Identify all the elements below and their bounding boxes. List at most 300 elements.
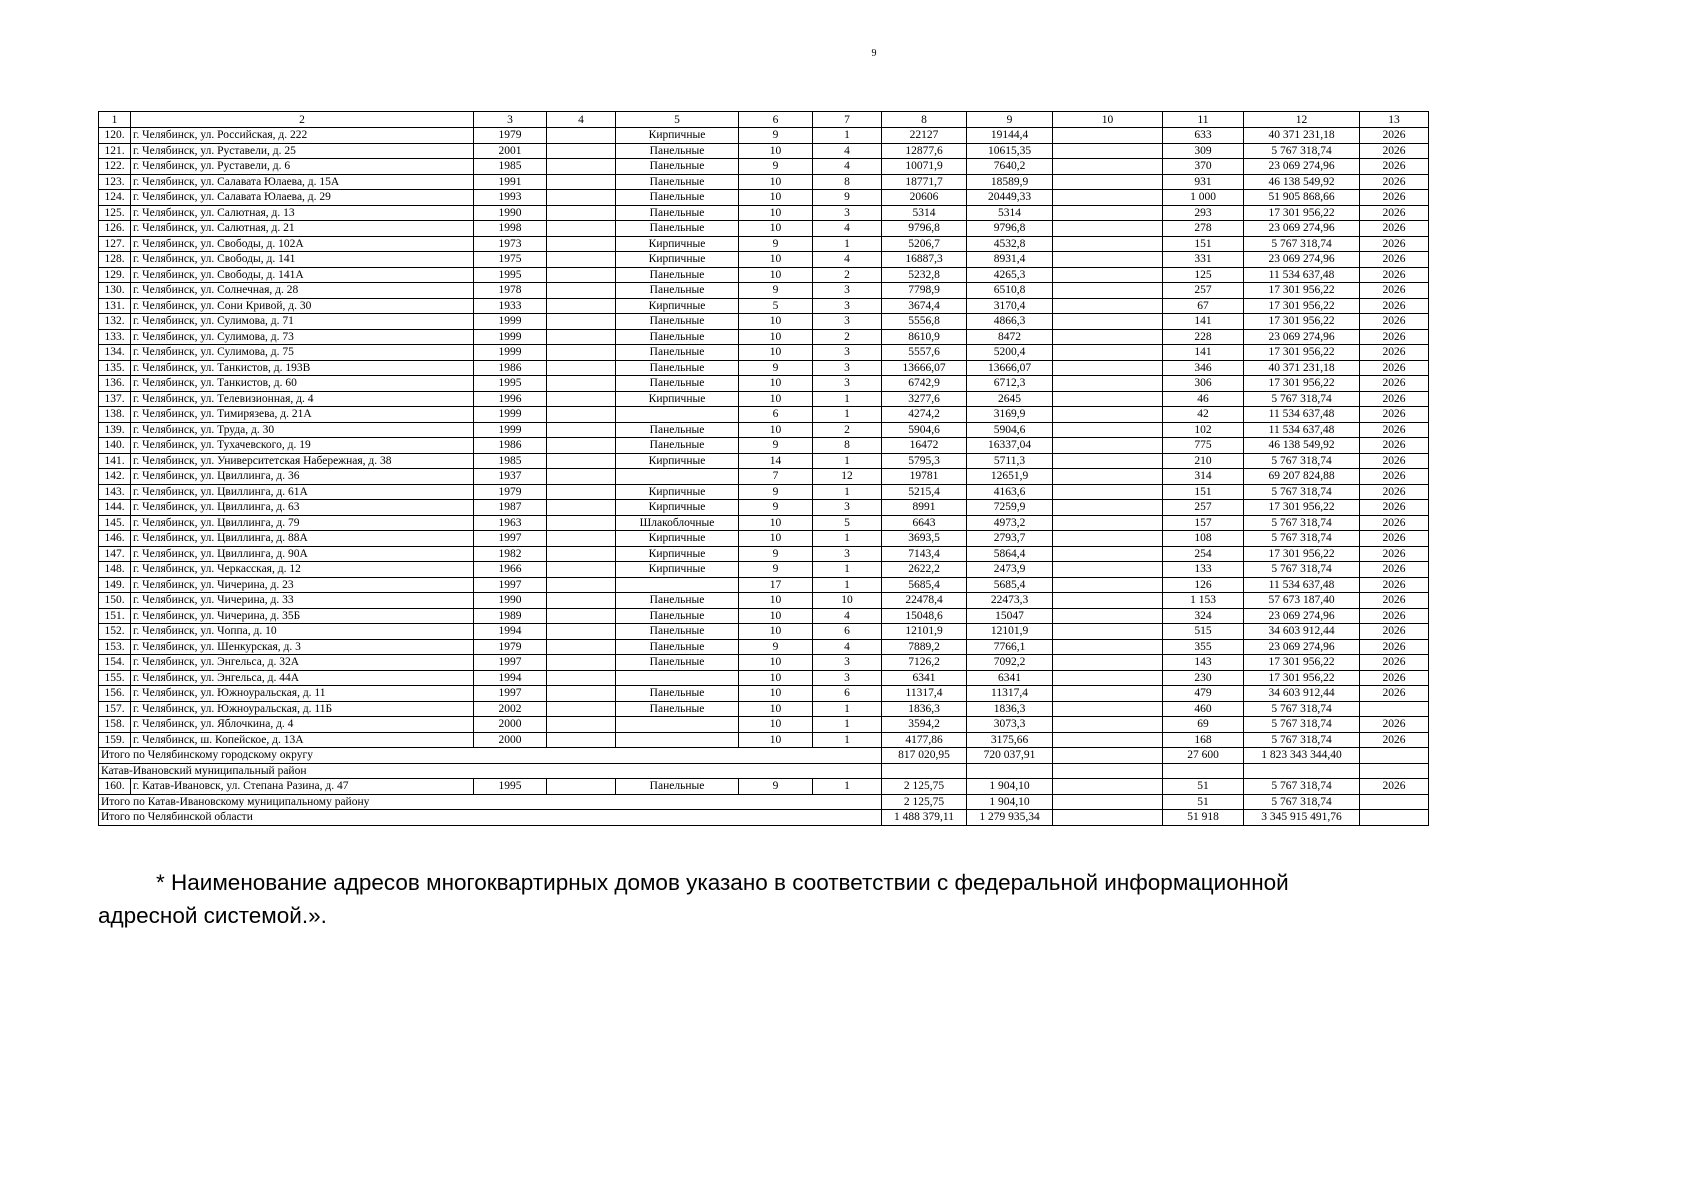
year-planned-cell: 2026 [1360, 190, 1429, 206]
row-number: 139. [99, 422, 131, 438]
cost-cell: 5 767 318,74 [1244, 717, 1360, 733]
col10-cell [1053, 407, 1163, 423]
residents-cell: 151 [1163, 236, 1244, 252]
year-planned-cell: 2026 [1360, 484, 1429, 500]
floors-cell: 10 [739, 329, 813, 345]
empty-cell [967, 763, 1053, 779]
wall-material-cell: Панельные [616, 593, 739, 609]
address-cell: г. Челябинск, ул. Цвиллинга, д. 90А [131, 546, 474, 562]
residents-cell: 314 [1163, 469, 1244, 485]
wall-material-cell [616, 577, 739, 593]
address-cell: г. Челябинск, ул. Яблочкина, д. 4 [131, 717, 474, 733]
floors-cell: 10 [739, 701, 813, 717]
floors-cell: 10 [739, 531, 813, 547]
total-area-cell: 22127 [882, 128, 967, 144]
floors-cell: 10 [739, 686, 813, 702]
year-cell: 2000 [474, 717, 547, 733]
cost-cell: 23 069 274,96 [1244, 221, 1360, 237]
row-number: 142. [99, 469, 131, 485]
floors-cell: 14 [739, 453, 813, 469]
entrances-cell: 1 [813, 577, 882, 593]
year-cell: 1997 [474, 577, 547, 593]
col10-cell [1053, 546, 1163, 562]
floors-cell: 10 [739, 252, 813, 268]
row-number: 126. [99, 221, 131, 237]
cost-cell: 17 301 956,22 [1244, 376, 1360, 392]
residents-cell: 151 [1163, 484, 1244, 500]
living-area-cell: 5685,4 [967, 577, 1053, 593]
year-cell: 1994 [474, 670, 547, 686]
address-cell: г. Челябинск, ул. Цвиллинга, д. 88А [131, 531, 474, 547]
address-cell: г. Челябинск, ул. Университетская Набережная, д. 38 [131, 453, 474, 469]
total-area-cell: 12877,6 [882, 143, 967, 159]
total-region-col12: 3 345 915 491,76 [1244, 810, 1360, 826]
wall-material-cell: Кирпичные [616, 453, 739, 469]
col4-cell [547, 484, 616, 500]
address-cell: г. Челябинск, ул. Танкистов, д. 193В [131, 360, 474, 376]
row-number: 144. [99, 500, 131, 516]
table-row [99, 562, 1429, 578]
floors-cell: 9 [739, 779, 813, 795]
cost-cell: 40 371 231,18 [1244, 128, 1360, 144]
address-cell: г. Челябинск, ул. Энгельса, д. 44А [131, 670, 474, 686]
table-row [99, 128, 1429, 144]
column-header: 7 [813, 112, 882, 128]
living-area-cell: 5314 [967, 205, 1053, 221]
address-cell: г. Челябинск, ул. Чичерина, д. 33 [131, 593, 474, 609]
year-cell: 1937 [474, 469, 547, 485]
wall-material-cell: Панельные [616, 314, 739, 330]
year-planned-cell: 2026 [1360, 391, 1429, 407]
address-cell: г. Челябинск, ул. Чичерина, д. 35Б [131, 608, 474, 624]
row-number: 136. [99, 376, 131, 392]
total-district-row [99, 794, 1429, 810]
residents-cell: 278 [1163, 221, 1244, 237]
year-cell: 1973 [474, 236, 547, 252]
total-district-col9: 1 904,10 [967, 794, 1053, 810]
table-row [99, 252, 1429, 268]
year-planned-cell: 2026 [1360, 593, 1429, 609]
wall-material-cell: Панельные [616, 329, 739, 345]
cost-cell: 11 534 637,48 [1244, 422, 1360, 438]
floors-cell: 9 [739, 500, 813, 516]
year-cell: 1975 [474, 252, 547, 268]
table-row [99, 732, 1429, 748]
year-planned-cell: 2026 [1360, 655, 1429, 671]
row-number: 149. [99, 577, 131, 593]
wall-material-cell: Кирпичные [616, 562, 739, 578]
empty-cell [1360, 810, 1429, 826]
wall-material-cell: Панельные [616, 174, 739, 190]
year-cell: 1963 [474, 515, 547, 531]
residents-cell: 230 [1163, 670, 1244, 686]
floors-cell: 10 [739, 593, 813, 609]
table-row [99, 143, 1429, 159]
entrances-cell: 1 [813, 779, 882, 795]
total-area-cell: 3594,2 [882, 717, 967, 733]
residents-cell: 293 [1163, 205, 1244, 221]
col10-cell [1053, 345, 1163, 361]
living-area-cell: 2645 [967, 391, 1053, 407]
residents-cell: 324 [1163, 608, 1244, 624]
row-number: 154. [99, 655, 131, 671]
residents-cell: 108 [1163, 531, 1244, 547]
col4-cell [547, 267, 616, 283]
year-cell: 1999 [474, 329, 547, 345]
cost-cell: 5 767 318,74 [1244, 515, 1360, 531]
address-cell: г. Челябинск, ул. Сулимова, д. 73 [131, 329, 474, 345]
col10-cell [1053, 422, 1163, 438]
entrances-cell: 2 [813, 422, 882, 438]
year-planned-cell: 2026 [1360, 562, 1429, 578]
year-planned-cell: 2026 [1360, 531, 1429, 547]
entrances-cell: 6 [813, 624, 882, 640]
entrances-cell: 3 [813, 655, 882, 671]
entrances-cell: 1 [813, 531, 882, 547]
entrances-cell: 1 [813, 701, 882, 717]
cost-cell: 34 603 912,44 [1244, 624, 1360, 640]
col10-cell [1053, 469, 1163, 485]
residents-cell: 931 [1163, 174, 1244, 190]
living-area-cell: 16337,04 [967, 438, 1053, 454]
cost-cell: 5 767 318,74 [1244, 779, 1360, 795]
living-area-cell: 7640,2 [967, 159, 1053, 175]
entrances-cell: 3 [813, 314, 882, 330]
apartment-buildings-table [98, 111, 1429, 826]
total-city-col8: 817 020,95 [882, 748, 967, 764]
residents-cell: 1 153 [1163, 593, 1244, 609]
residents-cell: 42 [1163, 407, 1244, 423]
total-area-cell: 7143,4 [882, 546, 967, 562]
col10-cell [1053, 562, 1163, 578]
address-cell: г. Челябинск, ул. Южноуральская, д. 11Б [131, 701, 474, 717]
table-row [99, 283, 1429, 299]
year-cell: 1990 [474, 205, 547, 221]
floors-cell: 10 [739, 376, 813, 392]
residents-cell: 67 [1163, 298, 1244, 314]
year-cell: 1993 [474, 190, 547, 206]
col10-cell [1053, 283, 1163, 299]
year-planned-cell: 2026 [1360, 639, 1429, 655]
entrances-cell: 1 [813, 407, 882, 423]
col10-cell [1053, 484, 1163, 500]
floors-cell: 10 [739, 267, 813, 283]
col10-cell [1053, 267, 1163, 283]
col4-cell [547, 639, 616, 655]
address-cell: г. Челябинск, ул. Руставели, д. 25 [131, 143, 474, 159]
floors-cell: 10 [739, 143, 813, 159]
cost-cell: 5 767 318,74 [1244, 531, 1360, 547]
wall-material-cell: Панельные [616, 376, 739, 392]
col4-cell [547, 562, 616, 578]
column-header: 2 [131, 112, 474, 128]
cost-cell: 46 138 549,92 [1244, 174, 1360, 190]
entrances-cell: 12 [813, 469, 882, 485]
year-cell: 1966 [474, 562, 547, 578]
wall-material-cell: Кирпичные [616, 500, 739, 516]
total-area-cell: 13666,07 [882, 360, 967, 376]
wall-material-cell: Шлакоблочные [616, 515, 739, 531]
total-area-cell: 6643 [882, 515, 967, 531]
total-area-cell: 3277,6 [882, 391, 967, 407]
total-area-cell: 22478,4 [882, 593, 967, 609]
address-cell: г. Челябинск, ул. Солнечная, д. 28 [131, 283, 474, 299]
col10-cell [1053, 143, 1163, 159]
col4-cell [547, 608, 616, 624]
col4-cell [547, 252, 616, 268]
cost-cell: 11 534 637,48 [1244, 577, 1360, 593]
row-number: 155. [99, 670, 131, 686]
col10-cell [1053, 593, 1163, 609]
row-number: 150. [99, 593, 131, 609]
wall-material-cell: Панельные [616, 221, 739, 237]
living-area-cell: 5711,3 [967, 453, 1053, 469]
residents-cell: 168 [1163, 732, 1244, 748]
row-number: 133. [99, 329, 131, 345]
col4-cell [547, 190, 616, 206]
floors-cell: 10 [739, 732, 813, 748]
table-row [99, 500, 1429, 516]
col10-cell [1053, 639, 1163, 655]
living-area-cell: 6712,3 [967, 376, 1053, 392]
address-cell: г. Челябинск, ул. Южноуральская, д. 11 [131, 686, 474, 702]
year-planned-cell: 2026 [1360, 314, 1429, 330]
floors-cell: 17 [739, 577, 813, 593]
cost-cell: 23 069 274,96 [1244, 159, 1360, 175]
col4-cell [547, 577, 616, 593]
living-area-cell: 7259,9 [967, 500, 1053, 516]
year-planned-cell [1360, 701, 1429, 717]
address-cell: г. Челябинск, ул. Тухачевского, д. 19 [131, 438, 474, 454]
year-cell: 1979 [474, 484, 547, 500]
year-planned-cell: 2026 [1360, 283, 1429, 299]
col10-cell [1053, 670, 1163, 686]
entrances-cell: 4 [813, 159, 882, 175]
residents-cell: 228 [1163, 329, 1244, 345]
total-region-row [99, 810, 1429, 826]
col10-cell [1053, 608, 1163, 624]
entrances-cell: 10 [813, 593, 882, 609]
table-row [99, 701, 1429, 717]
floors-cell: 6 [739, 407, 813, 423]
cost-cell: 5 767 318,74 [1244, 701, 1360, 717]
total-region-label: Итого по Челябинской области [99, 810, 882, 826]
year-planned-cell: 2026 [1360, 438, 1429, 454]
row-number: 160. [99, 779, 131, 795]
wall-material-cell: Кирпичные [616, 298, 739, 314]
col4-cell [547, 686, 616, 702]
col4-cell [547, 701, 616, 717]
col4-cell [547, 453, 616, 469]
row-number: 120. [99, 128, 131, 144]
floors-cell: 9 [739, 159, 813, 175]
wall-material-cell [616, 717, 739, 733]
residents-cell: 633 [1163, 128, 1244, 144]
living-area-cell: 4163,6 [967, 484, 1053, 500]
col4-cell [547, 391, 616, 407]
entrances-cell: 1 [813, 453, 882, 469]
residents-cell: 102 [1163, 422, 1244, 438]
total-region-col8: 1 488 379,11 [882, 810, 967, 826]
total-area-cell: 7889,2 [882, 639, 967, 655]
floors-cell: 10 [739, 314, 813, 330]
table-row [99, 360, 1429, 376]
residents-cell: 1 000 [1163, 190, 1244, 206]
living-area-cell: 13666,07 [967, 360, 1053, 376]
address-cell: г. Челябинск, ул. Энгельса, д. 32А [131, 655, 474, 671]
row-number: 159. [99, 732, 131, 748]
table-row [99, 190, 1429, 206]
empty-cell [1163, 763, 1244, 779]
table-row [99, 314, 1429, 330]
table-row [99, 469, 1429, 485]
entrances-cell: 9 [813, 190, 882, 206]
living-area-cell: 9796,8 [967, 221, 1053, 237]
address-cell: г. Челябинск, ул. Цвиллинга, д. 79 [131, 515, 474, 531]
living-area-cell: 18589,9 [967, 174, 1053, 190]
col4-cell [547, 779, 616, 795]
year-cell: 1995 [474, 376, 547, 392]
row-number: 156. [99, 686, 131, 702]
entrances-cell: 3 [813, 360, 882, 376]
floors-cell: 10 [739, 391, 813, 407]
living-area-cell: 4265,3 [967, 267, 1053, 283]
floors-cell: 9 [739, 562, 813, 578]
floors-cell: 10 [739, 345, 813, 361]
cost-cell: 46 138 549,92 [1244, 438, 1360, 454]
total-area-cell: 12101,9 [882, 624, 967, 640]
col10-cell [1053, 329, 1163, 345]
total-area-cell: 5314 [882, 205, 967, 221]
cost-cell: 57 673 187,40 [1244, 593, 1360, 609]
total-city-label: Итого по Челябинскому городскому округу [99, 748, 882, 764]
col4-cell [547, 655, 616, 671]
col10-cell [1053, 531, 1163, 547]
entrances-cell: 3 [813, 546, 882, 562]
empty-cell [1244, 763, 1360, 779]
col4-cell [547, 422, 616, 438]
living-area-cell: 6510,8 [967, 283, 1053, 299]
col10-cell [1053, 205, 1163, 221]
year-planned-cell: 2026 [1360, 624, 1429, 640]
wall-material-cell: Панельные [616, 205, 739, 221]
floors-cell: 10 [739, 624, 813, 640]
year-planned-cell: 2026 [1360, 143, 1429, 159]
col4-cell [547, 236, 616, 252]
table-row [99, 391, 1429, 407]
total-area-cell: 2 125,75 [882, 779, 967, 795]
table-row [99, 422, 1429, 438]
year-cell: 1985 [474, 453, 547, 469]
living-area-cell: 10615,35 [967, 143, 1053, 159]
cost-cell: 23 069 274,96 [1244, 329, 1360, 345]
column-header: 12 [1244, 112, 1360, 128]
entrances-cell: 4 [813, 608, 882, 624]
year-cell: 2002 [474, 701, 547, 717]
year-cell: 1999 [474, 422, 547, 438]
floors-cell: 9 [739, 484, 813, 500]
total-area-cell: 5904,6 [882, 422, 967, 438]
row-number: 123. [99, 174, 131, 190]
entrances-cell: 8 [813, 174, 882, 190]
total-area-cell: 11317,4 [882, 686, 967, 702]
year-cell: 1999 [474, 345, 547, 361]
col4-cell [547, 298, 616, 314]
cost-cell: 69 207 824,88 [1244, 469, 1360, 485]
address-cell: г. Челябинск, ул. Тимирязева, д. 21А [131, 407, 474, 423]
total-area-cell: 2622,2 [882, 562, 967, 578]
wall-material-cell: Панельные [616, 438, 739, 454]
cost-cell: 5 767 318,74 [1244, 562, 1360, 578]
footnote-line-1: * Наименование адресов многоквартирных домов указано в соответствии с федеральной информационной [156, 870, 1289, 895]
row-number: 127. [99, 236, 131, 252]
year-cell: 1933 [474, 298, 547, 314]
address-cell: г. Челябинск, ул. Шенкурская, д. 3 [131, 639, 474, 655]
total-area-cell: 5215,4 [882, 484, 967, 500]
table-row [99, 484, 1429, 500]
residents-cell: 254 [1163, 546, 1244, 562]
floors-cell: 9 [739, 128, 813, 144]
residents-cell: 479 [1163, 686, 1244, 702]
address-cell: г. Челябинск, ул. Сулимова, д. 75 [131, 345, 474, 361]
cost-cell: 5 767 318,74 [1244, 391, 1360, 407]
entrances-cell: 8 [813, 438, 882, 454]
table-row [99, 267, 1429, 283]
year-planned-cell: 2026 [1360, 422, 1429, 438]
year-planned-cell: 2026 [1360, 174, 1429, 190]
cost-cell: 5 767 318,74 [1244, 484, 1360, 500]
year-planned-cell: 2026 [1360, 686, 1429, 702]
floors-cell: 10 [739, 655, 813, 671]
footnote-line-2: адресной системой.». [98, 903, 327, 928]
cost-cell: 17 301 956,22 [1244, 655, 1360, 671]
residents-cell: 141 [1163, 314, 1244, 330]
address-cell: г. Челябинск, ул. Российская, д. 222 [131, 128, 474, 144]
row-number: 157. [99, 701, 131, 717]
address-cell: г. Челябинск, ул. Цвиллинга, д. 36 [131, 469, 474, 485]
address-cell: г. Челябинск, ул. Руставели, д. 6 [131, 159, 474, 175]
footnote [98, 866, 1428, 932]
wall-material-cell: Панельные [616, 655, 739, 671]
column-header: 8 [882, 112, 967, 128]
floors-cell: 9 [739, 236, 813, 252]
entrances-cell: 1 [813, 562, 882, 578]
wall-material-cell: Кирпичные [616, 546, 739, 562]
floors-cell: 10 [739, 205, 813, 221]
col10-cell [1053, 500, 1163, 516]
year-planned-cell: 2026 [1360, 732, 1429, 748]
year-planned-cell: 2026 [1360, 329, 1429, 345]
wall-material-cell: Кирпичные [616, 484, 739, 500]
residents-cell: 775 [1163, 438, 1244, 454]
table-row [99, 221, 1429, 237]
total-area-cell: 19781 [882, 469, 967, 485]
row-number: 130. [99, 283, 131, 299]
col10-cell [1053, 190, 1163, 206]
row-number: 145. [99, 515, 131, 531]
entrances-cell: 1 [813, 484, 882, 500]
floors-cell: 10 [739, 174, 813, 190]
wall-material-cell: Панельные [616, 190, 739, 206]
living-area-cell: 15047 [967, 608, 1053, 624]
col4-cell [547, 438, 616, 454]
wall-material-cell: Панельные [616, 639, 739, 655]
year-cell: 2000 [474, 732, 547, 748]
year-cell: 1994 [474, 624, 547, 640]
living-area-cell: 6341 [967, 670, 1053, 686]
total-area-cell: 1836,3 [882, 701, 967, 717]
entrances-cell: 3 [813, 376, 882, 392]
